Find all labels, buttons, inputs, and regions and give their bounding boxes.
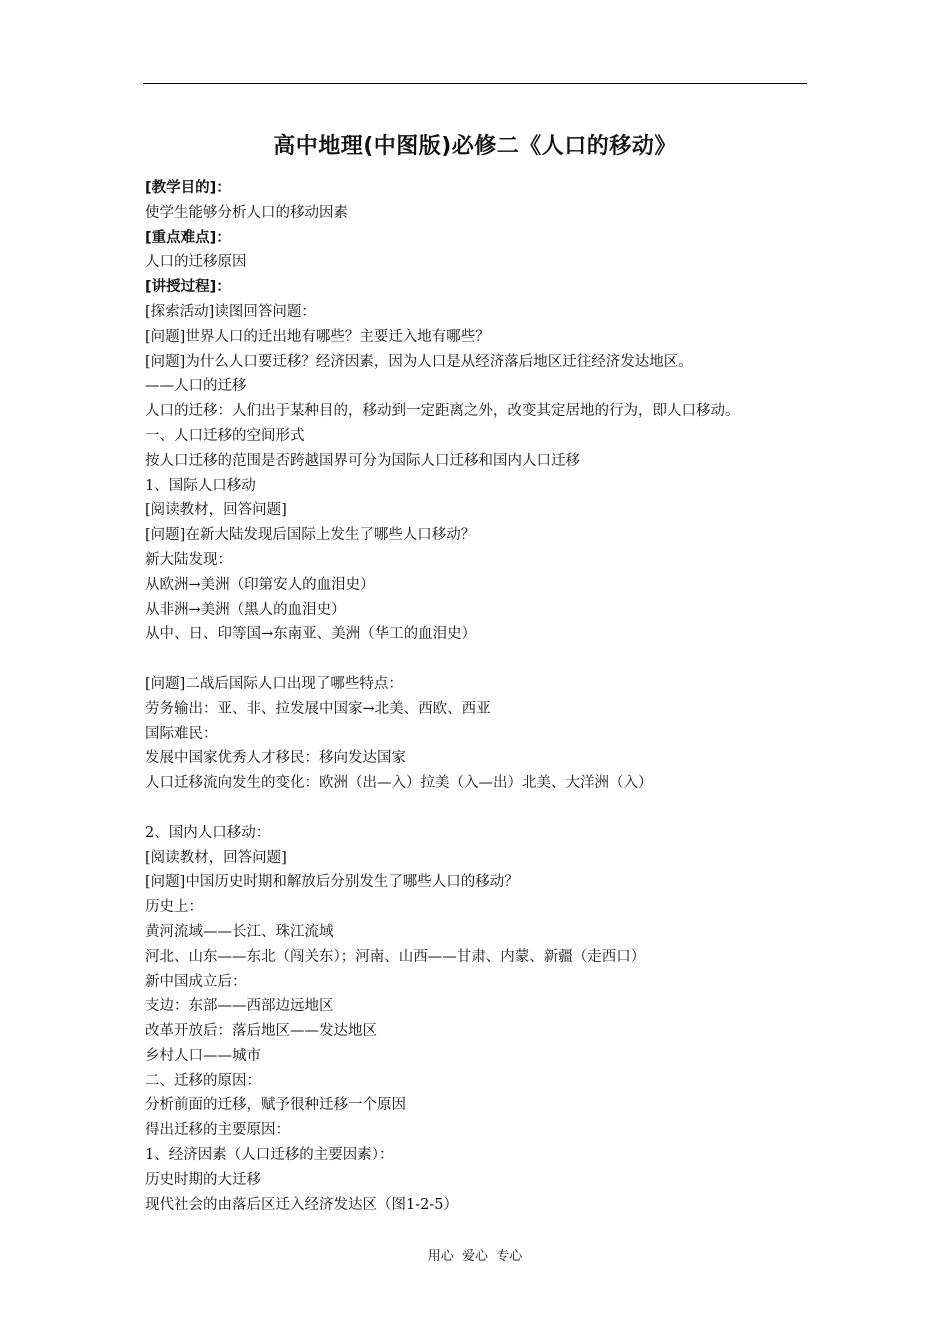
text-line: 1、国际人口移动 [145,477,256,494]
text-line: 2、国内人口移动： [145,824,271,841]
text-line: [阅读教材，回答问题] [145,849,287,866]
text-line: [问题]二战后国际人口出现了哪些特点： [145,675,403,692]
text-line: 按人口迁移的范围是否跨越国界可分为国际人口迁移和国内人口迁移 [145,452,580,469]
text-line: 从欧洲→美洲（印第安人的血泪史） [145,576,375,593]
text-line: [问题]世界人口的迁出地有哪些？主要迁入地有哪些？ [145,328,490,345]
section-heading: [讲授过程]： [145,279,231,296]
document-title: 高中地理(中图版)必修二《人口的移动》 [273,134,677,159]
text-line: 从非洲→美洲（黑人的血泪史） [145,601,346,618]
text-line: 发展中国家优秀人才移民：移向发达国家 [145,750,406,767]
text-line: ——人口的迁移 [145,378,247,395]
blank-line [145,647,815,672]
text-line: 历史上： [145,899,203,916]
text-line: 新中国成立后： [145,973,247,990]
text-line: 河北、山东——东北（闯关东）；河南、山西——甘肃、内蒙、新疆（走西口） [145,948,646,965]
text-line: 人口迁移流向发生的变化：欧洲（出—入）拉美（入—出）北美、大洋洲（入） [145,775,653,792]
text-line: [阅读教材，回答问题] [145,502,287,519]
text-line: 国际难民： [145,725,218,742]
text-line: 现代社会的由落后区迁入经济发达区（图1-2-5） [145,1196,458,1213]
text-line: 分析前面的迁移，赋予很种迁移一个原因 [145,1097,406,1114]
text-line: 一、人口迁移的空间形式 [145,427,305,444]
header-rule [143,83,807,84]
text-line: 支边：东部——西部边远地区 [145,998,334,1015]
text-line: [探索活动]读图回答问题： [145,303,316,320]
text-line: [问题]在新大陆发现后国际上发生了哪些人口移动？ [145,527,476,544]
text-line: 1、经济因素（人口迁移的主要因素）： [145,1147,394,1164]
text-line: 乡村人口——城市 [145,1047,261,1064]
text-line: 新大陆发现： [145,551,232,568]
text-line: 历史时期的大迁移 [145,1171,261,1188]
text-line: 黄河流域——长江、珠江流域 [145,923,334,940]
text-line: [问题]中国历史时期和解放后分别发生了哪些人口的移动？ [145,874,519,891]
text-line: 使学生能够分析人口的移动因素 [145,204,348,221]
text-line: 二、迁移的原因： [145,1072,261,1089]
text-line: 改革开放后：落后地区——发达地区 [145,1023,377,1040]
text-line: 从中、日、印等国→东南亚、美洲（华工的血泪史） [145,626,477,643]
text-line: [问题]为什么人口要迁移？经济因素，因为人口是从经济落后地区迁往经济发达地区。 [145,353,693,370]
document-body [145,176,815,1217]
page-footer: 用心 爱心 专心 [427,1249,523,1264]
blank-line [145,796,815,821]
text-line: 人口的迁移：人们出于某种目的，移动到一定距离之外，改变其定居地的行为，即人口移动。 [145,403,740,420]
section-heading: [重点难点]： [145,229,231,246]
text-line: 得出迁移的主要原因： [145,1122,290,1139]
text-line: 人口的迁移原因 [145,254,247,271]
text-line: 劳务输出：亚、非、拉发展中国家→北美、西欧、西亚 [145,700,491,717]
section-heading: [教学目的]： [145,180,231,196]
